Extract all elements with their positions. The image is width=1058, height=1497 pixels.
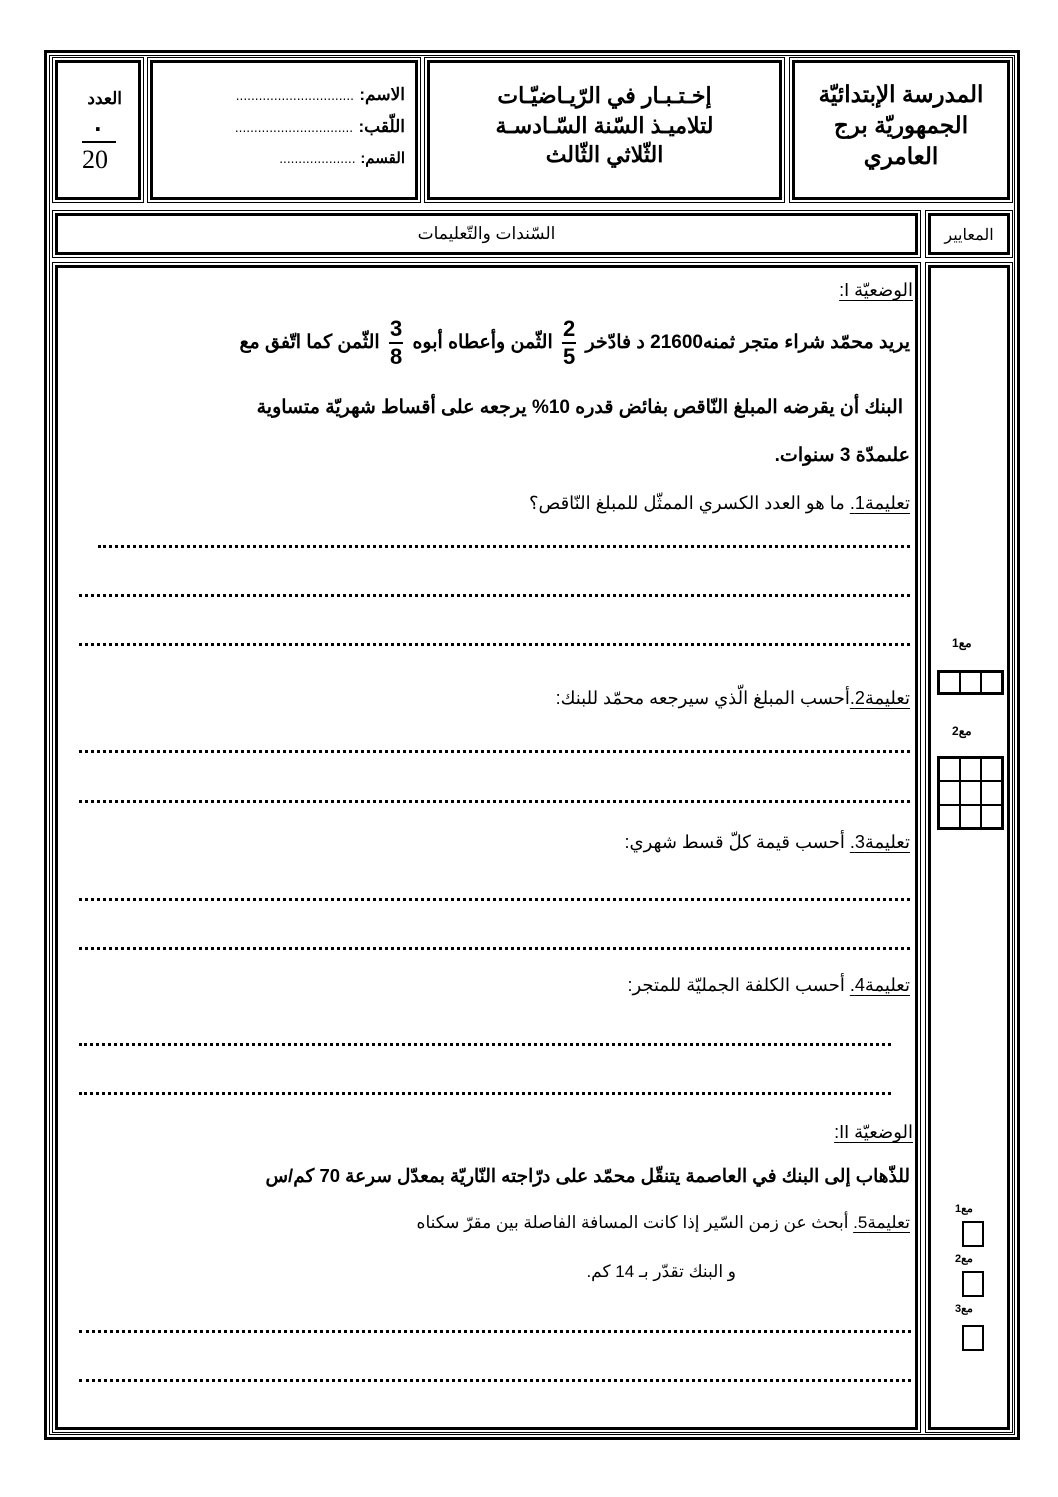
school-line2: الجمهوريّة برج [833, 112, 969, 139]
situation1-text-line1 [239, 318, 910, 368]
score-fraction-bar [82, 141, 116, 143]
criterion-1-text: مع1 [952, 636, 972, 650]
criterion-1-score-grid[interactable] [937, 670, 1004, 695]
fraction-2-5-denominator: 5 [563, 344, 576, 369]
answer-line[interactable] [79, 1092, 891, 1095]
answer-line[interactable] [79, 750, 910, 753]
situation1-text-part2: الثّمن وأعطاه أبوه [412, 332, 553, 354]
instruction-5 [417, 1213, 910, 1233]
score-cell[interactable] [939, 781, 960, 804]
score-cell[interactable] [981, 805, 1002, 828]
instruction-4-text: أحسب الكلفة الجمليّة للمتجر: [627, 975, 850, 995]
s2-criterion-2-box[interactable] [962, 1271, 984, 1297]
score-cell[interactable] [939, 805, 960, 828]
answer-line[interactable] [79, 1330, 911, 1333]
s2-criterion-2-label [955, 1251, 973, 1267]
score-cell[interactable] [960, 805, 981, 828]
exam-title [430, 81, 779, 170]
exam-title-line2: لتلاميـذ السّنة السّـادسـة [495, 112, 714, 138]
criteria-column-title: المعايير [944, 227, 994, 244]
exam-title-line3: الثّلاثي الثّالث [545, 142, 664, 168]
criterion-2-label [952, 724, 972, 740]
s2-criterion-2-text: مع2 [955, 1253, 973, 1265]
answer-line[interactable] [79, 898, 910, 901]
score-cell[interactable] [960, 758, 981, 781]
answer-line[interactable] [79, 643, 910, 646]
school-box [792, 60, 1010, 200]
score-box [55, 60, 141, 200]
situation1-text-part3: الثّمن كما اتّفق مع [239, 332, 380, 354]
score-cell[interactable] [981, 781, 1002, 804]
score-cell[interactable] [960, 781, 981, 804]
criterion-1-label [952, 636, 972, 652]
answer-line[interactable] [98, 545, 910, 548]
class-field[interactable]: .................... [279, 152, 356, 166]
s2-criterion-3-text: مع3 [955, 1303, 973, 1315]
instruction-2 [556, 688, 910, 709]
situation1-text-line2: البنك أن يقرضه المبلغ النّاقص بفائض قدره 10% يرجعه على أقساط شهريّة متساوية [256, 397, 903, 418]
surname-field[interactable]: ............................... [234, 121, 354, 135]
instruction-3-text: أحسب قيمة كلّ قسط شهري: [624, 832, 850, 852]
instruction-5-label: تعليمة5. [853, 1213, 910, 1232]
name-label: الاسم: [359, 85, 405, 104]
class-row [279, 149, 405, 167]
answer-line[interactable] [79, 800, 910, 803]
fraction-3-8 [389, 318, 403, 368]
score-denominator: 20 [82, 145, 108, 174]
main-column-header [55, 213, 918, 255]
instruction-3-label: تعليمة3. [849, 832, 910, 852]
name-field[interactable]: ............................... [235, 89, 354, 103]
instruction-4 [627, 975, 910, 996]
instruction-2-text: أحسب المبلغ الّذي سيرجعه محمّد للبنك: [555, 688, 850, 708]
s2-criterion-1-text: مع1 [955, 1203, 973, 1215]
name-row [236, 85, 405, 105]
situation2-heading: الوضعيّة II: [834, 1122, 913, 1142]
situation1-heading: الوضعيّة I: [839, 280, 913, 300]
fraction-3-8-numerator: 3 [389, 318, 403, 344]
s2-criterion-1-box[interactable] [962, 1221, 984, 1247]
fraction-3-8-denominator: 8 [389, 344, 403, 369]
student-info-box [150, 60, 418, 200]
exam-title-box [427, 60, 782, 200]
answer-line[interactable] [79, 947, 910, 950]
criterion-2-score-grid[interactable] [937, 756, 1004, 830]
score-cell[interactable] [981, 672, 1002, 693]
answer-line[interactable] [79, 594, 910, 597]
situation2-text: للذّهاب إلى البنك في العاصمة يتنقّل محمّد على درّاجته النّاريّة بمعدّل سرعة 70 كم/س [265, 1165, 910, 1186]
criterion-2-text: مع2 [952, 724, 972, 738]
s2-criterion-3-label [955, 1301, 973, 1317]
score-cell[interactable] [939, 672, 960, 693]
main-column-title: السّندات والتّعليمات [417, 224, 556, 243]
instruction-1-label: تعليمة1. [849, 493, 910, 513]
school-line3: العامري [863, 143, 939, 170]
score-label: العدد [87, 89, 122, 108]
instruction-1-text: ما هو العدد الكسري الممثّل للمبلغ النّاقص؟ [528, 493, 850, 513]
instruction-4-label: تعليمة4. [849, 975, 910, 995]
school-line1: المدرسة الإبتدائيّة [818, 81, 984, 107]
school-name [795, 79, 1007, 172]
class-label: القسم: [360, 150, 405, 167]
score-dot: · [94, 117, 102, 141]
fraction-2-5-numerator: 2 [562, 318, 576, 344]
surname-row [235, 117, 405, 137]
answer-line[interactable] [79, 1043, 891, 1046]
s2-criterion-3-box[interactable] [962, 1325, 984, 1351]
surname-label: اللّقب: [358, 117, 405, 136]
instruction-1 [529, 493, 910, 514]
score-cell[interactable] [939, 758, 960, 781]
situation1-text-line3: علىمدّة 3 سنوات. [774, 445, 910, 466]
score-cell[interactable] [981, 758, 1002, 781]
instruction-2-label: تعليمة2. [849, 688, 910, 708]
instruction-5-text: أبحث عن زمن السّير إذا كانت المسافة الفاصلة بين مقرّ سكناه [416, 1213, 854, 1232]
criteria-column-header [928, 213, 1010, 255]
answer-line[interactable] [79, 1379, 911, 1382]
situation1-text-part1: يريد محمّد شراء متجر ثمنه21600 د فادّخر [585, 332, 910, 354]
fraction-2-5 [562, 318, 576, 368]
score-cell[interactable] [960, 672, 981, 693]
instruction-3 [625, 832, 910, 853]
instruction-5-continued: و البنك تقدّر بـ 14 كم. [586, 1262, 736, 1281]
s2-criterion-1-label [955, 1201, 973, 1217]
exam-title-line1: إخـتـبـار في الرّيـاضيّـات [497, 83, 712, 108]
